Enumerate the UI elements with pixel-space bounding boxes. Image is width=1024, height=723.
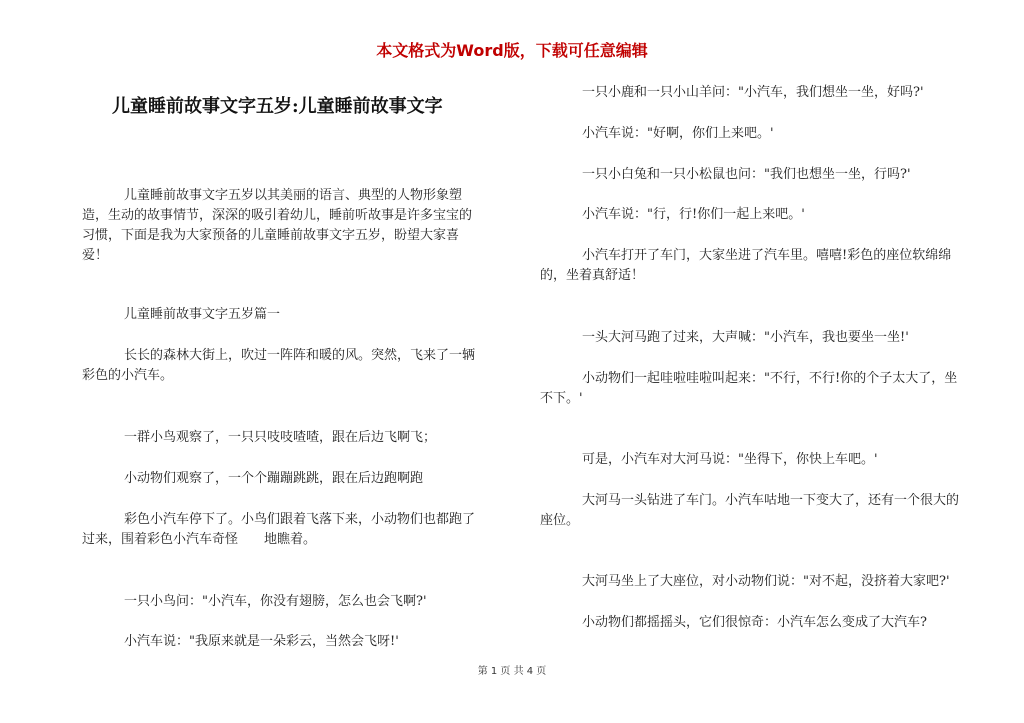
paragraph: 小动物们一起哇啦哇啦叫起来："不行，不行!你的个子太大了，坐不下。': [540, 371, 958, 406]
paragraph: 小汽车说："行，行!你们一起上来吧。': [582, 207, 805, 222]
paragraph: 一只小鹿和一只小山羊问："小汽车，我们想坐一坐，好吗?': [582, 85, 924, 100]
paragraph: 小汽车说："我原来就是一朵彩云，当然会飞呀!': [124, 634, 399, 649]
paragraph: 小动物们观察了，一个个蹦蹦跳跳，跟在后边跑啊跑: [124, 471, 424, 486]
paragraph: 小动物们都摇摇头，它们很惊奇：小汽车怎么变成了大汽车?: [582, 615, 927, 630]
paragraph: 长长的森林大街上，吹过一阵阵和暖的风。突然，飞来了一辆彩色的小汽车。: [82, 348, 476, 383]
paragraph: 小汽车说："好啊，你们上来吧。': [582, 126, 774, 141]
paragraph: 一只小鸟问："小汽车，你没有翅膀，怎么也会飞啊?': [124, 594, 427, 609]
paragraph: 大河马坐上了大座位，对小动物们说："对不起，没挤着大家吧?': [582, 574, 950, 589]
section-heading: 儿童睡前故事文字五岁篇一: [124, 307, 281, 322]
paragraph: 彩色小汽车停下了。小鸟们跟着飞落下来，小动物们也都跑了过来，围着彩色小汽车奇怪 地瞧着。: [82, 512, 476, 547]
paragraph: 一头大河马跑了过来，大声喊："小汽车，我也要坐一坐!': [582, 330, 909, 345]
document-title: 儿童睡前故事文字五岁:儿童睡前故事文字: [112, 96, 443, 117]
paragraph: 可是，小汽车对大河马说："坐得下，你快上车吧。': [582, 452, 878, 467]
download-banner: 本文格式为Word版，下载可任意编辑: [376, 41, 648, 60]
paragraph: 小汽车打开了车门，大家坐进了汽车里。嘻嘻!彩色的座位软绵绵的，坐着真舒适！: [540, 248, 952, 283]
paragraph: 大河马一头钻进了车门。小汽车咕地一下变大了，还有一个很大的座位。: [540, 493, 960, 528]
paragraph: 一只小白兔和一只小松鼠也问："我们也想坐一坐，行吗?': [582, 167, 911, 182]
page-number: 第 1 页 共 4 页: [477, 666, 547, 677]
paragraph: 一群小鸟观察了，一只只吱吱喳喳，跟在后边飞啊飞；: [124, 430, 437, 445]
paragraph: 儿童睡前故事文字五岁以其美丽的语言、典型的人物形象塑造，生动的故事情节，深深的吸引着幼儿，睡前听故事是许多宝宝的习惯，下面是我为大家预备的儿童睡前故事文字五岁，盼望大家喜爱！: [82, 188, 473, 263]
